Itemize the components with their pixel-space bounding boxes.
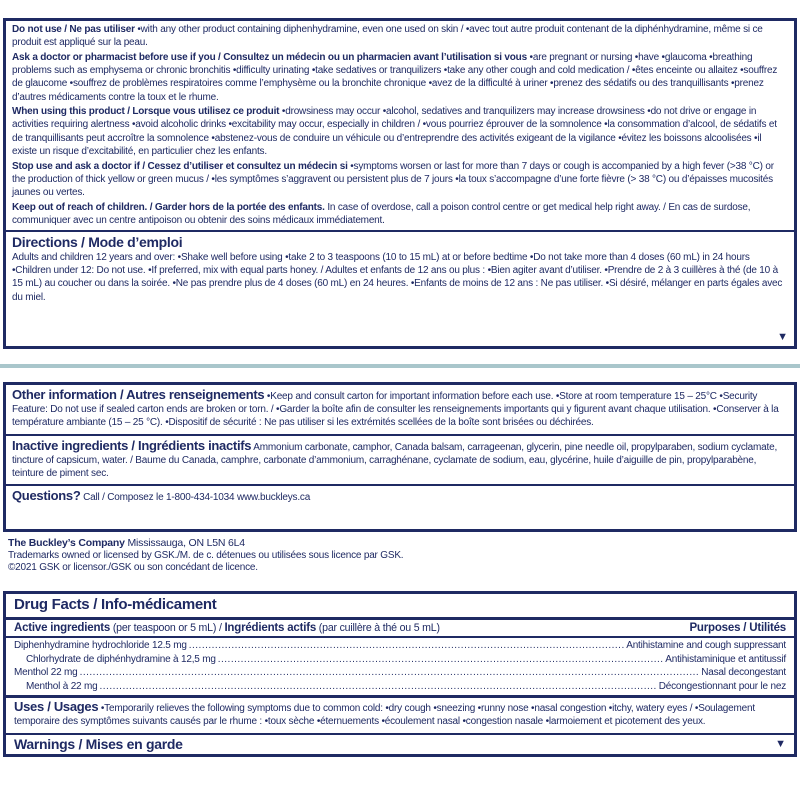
company-address: Mississauga, ON L5N 6L4 (124, 537, 245, 549)
do-not-use-heading: Do not use / Ne pas utiliser (12, 24, 135, 35)
stop-use-section (12, 160, 788, 200)
ingredients-table (6, 638, 794, 695)
ingredient-purpose: Décongestionnant pour le nez (658, 680, 786, 692)
uses-heading: Uses / Usages (14, 699, 99, 715)
ingredient-name: Menthol 22 mg (14, 667, 78, 679)
active-ingredients-fr: Ingrédients actifs (224, 621, 317, 634)
ask-doctor-heading: Ask a doctor or pharmacist before use if you / Consultez un médecin ou un pharmacien avant l’utilisation si vous (12, 51, 527, 63)
ask-doctor-text: •are pregnant or nursing •have •glaucoma •breathing problems such as emphysema or chronic bronchitis •difficulty urinating •take sedatives or tranquilizers •take any other cough and cold medication / •êtes enceinte ou allaitez •souffrez de glaucome •souffrez de problèmes respiratoires comme l’emphysème ou la bronchite chronique •avez de la difficulté à uriner •prenez des sédatifs ou des tranquillisants •prenez d’autres médicaments contre la toux et le rhume. (12, 51, 778, 103)
uses-text: •Temporarily relieves the following symptoms due to common cold: •dry cough •sneezing •runny nose •nasal congestion •itchy, watery eyes / •Soulagement temporaire des symptômes suivants causés par le rhume : •toux sèche •éternuements •écoulement nasal •congestion nasale •larmoiement et picotement des yeux. (14, 703, 755, 728)
inactive-ingredients-heading: Inactive ingredients / Ingrédients inactifs (12, 437, 252, 453)
copyright-line: ©2021 GSK or licensor./GSK ou son concédant de licence. (8, 562, 258, 574)
ingredient-row (6, 680, 794, 694)
company-line (8, 537, 800, 550)
scroll-down-arrow-icon: ▼ (775, 737, 786, 750)
directions-text: Adults and children 12 years and over: •Shake well before using •take 2 to 3 teaspoons (10 to 15 mL) at or before bedtime •Do not take more than 4 doses (60 mL) in 24 hours •Children under 12: Do not use. •If preferred, mix with equal parts honey. / Adultes et enfants de 12 ans ou plus : •Bien agiter avant d’utiliser. •Prendre de 2 à 3 cuillères à thé (de 10 à 15 mL) au coucher ou dans la soirée. •Ne pas prendre plus de 4 doses (60 mL) en 24 heures. •Enfants de moins de 12 ans : Ne pas utiliser. •Si désiré, mélanger en parts égales avec du miel. (12, 252, 783, 303)
other-information-text: •Keep and consult carton for important information before each use. •Store at room temperature 15 – 25°C •Security Feature: Do not use if sealed carton ends are broken or torn. / •Garder la boîte afin de consulter les renseignements importants qui y figurent avant chaque utilisation. •Conserver à la température ambiante (15 – 25 °C). •Dispositif de sécurité : Ne pas utiliser si les extrémités scellées de la boîte sont brisées ou déchirées. (12, 391, 779, 429)
keep-out-of-reach-text: In case of overdose, call a poison control centre or get medical help right away. / En cas de surdose, communiquer avec un centre antipoison ou obtenir des soins médicaux immédiatement. (12, 201, 751, 226)
active-ingredients-fr-qualifier: (par cuillère à thé ou 5 mL) (316, 621, 440, 634)
ingredient-name: Chlorhydrate de diphénhydramine à 12,5 mg (26, 653, 216, 665)
divider (6, 230, 794, 232)
inactive-ingredients-section (6, 436, 794, 487)
drug-facts-title: Drug Facts / Info-médicament (6, 594, 794, 620)
questions-heading: Questions? (12, 488, 81, 504)
ingredient-purpose: Nasal decongestant (701, 667, 786, 679)
when-using-heading: When using this product / Lorsque vous utilisez ce produit (12, 106, 280, 118)
section-separator (0, 364, 800, 368)
trademark-line: Trademarks owned or licensed by GSK./M. de c. détenues ou utilisées sous licence par GSK. (8, 549, 404, 561)
dot-leader (80, 666, 700, 680)
inactive-ingredients-text: Ammonium carbonate, camphor, Canada balsam, carrageenan, glycerin, pine needle oil, propylparaben, sodium cyclamate, tincture of capsicum, water. / Baume du Canada, camphre, carbonate d’ammonium, carraghénane, cyclamate de sodium, eau, glycérine, huile d’aiguille de pin, propylparabène, teinture de piment sec. (12, 441, 778, 480)
ingredient-name: Menthol à 22 mg (26, 680, 98, 692)
warnings-directions-panel (3, 18, 797, 349)
dot-leader (100, 680, 657, 694)
active-ingredients-en: Active ingredients (14, 621, 111, 634)
when-using-section (12, 105, 788, 158)
other-information-heading: Other information / Autres renseignements (12, 387, 265, 402)
dot-leader (218, 653, 664, 667)
dot-leader (189, 639, 625, 653)
other-information-section (6, 385, 794, 436)
company-info (8, 537, 800, 575)
when-using-text: •drowsiness may occur •alcohol, sedatives and tranquilizers may increase drowsiness •do not drive or engage in activities requiring alertness •avoid alcoholic drinks •excitability may occur, especially in children / •vous pourriez éprouver de la somnolence •la consommation d’alcool, de sédatifs et de tranquillisants peut accroître la somnolence •abstenez-vous de conduire un véhicule ou d’entreprendre des activités exigeant de la vigilance •évitez les boissons alcoolisées •il existe un risque d’excitabilité, en particulier chez les enfants. (12, 106, 777, 157)
company-name: The Buckley’s Company (8, 537, 125, 549)
other-information-panel (3, 382, 797, 532)
keep-out-of-reach-section (12, 201, 788, 227)
questions-text: Call / Composez le 1-800-434-1034 www.buckleys.ca (83, 492, 311, 504)
ingredient-purpose: Antihistaminique et antitussif (665, 653, 786, 665)
questions-section (6, 486, 794, 508)
do-not-use-section (12, 23, 788, 49)
ingredient-row (6, 639, 794, 653)
ingredient-row (6, 666, 794, 680)
warnings-heading: Warnings / Mises en garde (14, 735, 183, 752)
stop-use-text: •symptoms worsen or last for more than 7 days or cough is accompanied by a high fever (>38 °C) or the production of thick yellow or green mucus / •les symptômes s’aggravent ou persistent plus de 7 jours •la toux s’accompagne d’une forte fièvre (> 38 °C) ou d’épaisses mucosités jaunes ou vertes. (12, 160, 774, 198)
stop-use-heading: Stop use and ask a doctor if / Cessez d’utiliser et consultez un médecin si (12, 160, 348, 172)
drug-facts-panel (3, 591, 797, 757)
ask-doctor-section (12, 51, 788, 104)
ingredient-purpose: Antihistamine and cough suppressant (626, 640, 786, 652)
active-ingredients-header (6, 620, 794, 639)
do-not-use-text: •with any other product containing diphenhydramine, even one used on skin / •avec tout autre produit contenant de la diphénhydramine, même si ce produit est appliqué sur la peau. (12, 24, 763, 49)
keep-out-of-reach-heading: Keep out of reach of children. / Garder hors de la portée des enfants. (12, 201, 325, 213)
scroll-down-arrow-icon: ▼ (777, 330, 788, 343)
active-ingredients-label (14, 621, 440, 636)
ingredient-row (6, 653, 794, 667)
ingredient-name: Diphenhydramine hydrochloride 12.5 mg (14, 640, 187, 652)
uses-section (6, 695, 794, 732)
purposes-header: Purposes / Utilités (689, 621, 786, 634)
warnings-bar (6, 733, 794, 754)
active-ingredients-en-qualifier: (per teaspoon or 5 mL) / (110, 621, 225, 634)
directions-heading: Directions / Mode d’emploi (12, 234, 183, 251)
